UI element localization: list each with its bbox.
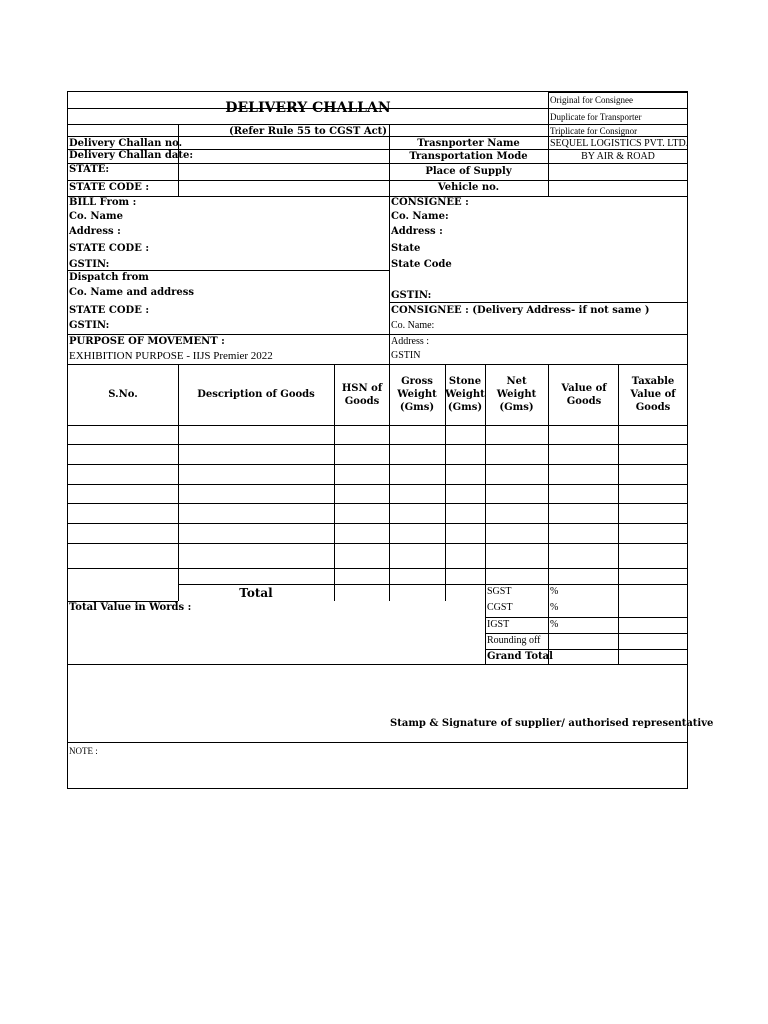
mode-value: BY AIR & ROAD — [581, 151, 655, 162]
divider — [68, 334, 688, 335]
header-net-weight: Net Weight (Gms) — [496, 376, 537, 413]
divider — [389, 302, 688, 303]
cgst-percent: % — [550, 602, 559, 613]
cgst-label: CGST — [487, 602, 513, 613]
note-label: NOTE : — [69, 746, 98, 756]
header-value: Value of Goods — [561, 382, 607, 407]
copy-duplicate: Duplicate for Transporter — [550, 112, 642, 122]
consignee-delivery-heading: CONSIGNEE : (Delivery Address- if not same ) — [391, 305, 650, 316]
divider — [178, 584, 688, 585]
consignee-heading: CONSIGNEE : — [391, 197, 469, 208]
header-hsn: HSN of Goods — [341, 382, 383, 407]
dispatch-heading: Dispatch from — [69, 272, 149, 283]
divider — [68, 664, 688, 665]
header-sno: S.No. — [108, 389, 138, 400]
delivery-challan-form — [67, 91, 714, 789]
bill-from-address: Address : — [69, 226, 121, 237]
divider — [68, 568, 688, 569]
divider — [68, 503, 688, 504]
dispatch-state-code: STATE CODE : — [69, 305, 150, 316]
divider — [68, 425, 688, 426]
divider — [68, 464, 688, 465]
divider — [68, 180, 688, 181]
divider — [68, 270, 389, 271]
sgst-label: SGST — [487, 586, 512, 597]
challan-no-label: Delivery Challan no. — [69, 138, 183, 149]
divider — [485, 633, 688, 634]
sgst-percent: % — [550, 586, 559, 597]
igst-percent: % — [550, 619, 559, 630]
page-title: DELIVERY CHALLAN — [225, 100, 391, 116]
consignee-state-code: State Code — [391, 259, 452, 270]
consignee-delivery-gstin: GSTIN — [391, 350, 421, 361]
dispatch-gstin: GSTIN: — [69, 320, 110, 331]
divider — [618, 364, 619, 664]
divider — [68, 196, 688, 197]
mode-label: Transportation Mode — [409, 151, 528, 162]
bill-from-co-name: Co. Name — [69, 211, 123, 222]
divider — [68, 484, 688, 485]
header-stone-weight: Stone Weight (Gms) — [445, 376, 485, 413]
consignee-co-name: Co. Name: — [391, 211, 449, 222]
purpose-heading: PURPOSE OF MOVEMENT : — [69, 336, 225, 347]
consignee-state: State — [391, 243, 421, 254]
state-code-label: STATE CODE : — [69, 182, 150, 193]
transporter-label: Trasnporter Name — [417, 138, 520, 149]
grand-total-label: Grand Total — [487, 651, 553, 662]
copy-triplicate: Triplicate for Consignor — [550, 126, 638, 136]
bill-from-gstin: GSTIN: — [69, 259, 110, 270]
divider — [68, 543, 688, 544]
copy-original: Original for Consignee — [550, 95, 633, 105]
bill-from-heading: BILL From : — [69, 197, 137, 208]
divider — [68, 523, 688, 524]
consignee-delivery-co-name: Co. Name: — [391, 320, 435, 331]
header-gross-weight: Gross Weight (Gms) — [397, 376, 437, 413]
divider — [68, 444, 688, 445]
total-value-words-label: Total Value in Words : — [69, 602, 192, 613]
divider — [548, 92, 688, 93]
divider — [389, 364, 390, 601]
divider — [548, 92, 549, 124]
total-label: Total — [239, 586, 273, 600]
divider — [485, 649, 688, 650]
vehicle-label: Vehicle no. — [437, 182, 500, 193]
consignee-gstin: GSTIN: — [391, 290, 432, 301]
divider — [548, 364, 549, 664]
purpose-value: EXHIBITION PURPOSE - IIJS Premier 2022 — [69, 350, 273, 362]
divider — [334, 364, 335, 601]
subtitle: (Refer Rule 55 to CGST Act) — [228, 126, 388, 137]
state-label: STATE: — [69, 164, 110, 175]
divider — [68, 742, 688, 743]
divider — [68, 163, 688, 164]
igst-label: IGST — [487, 619, 510, 630]
bill-from-state-code: STATE CODE : — [69, 243, 150, 254]
rounding-label: Rounding off — [487, 635, 541, 646]
consignee-address: Address : — [391, 226, 443, 237]
challan-date-label: Delivery Challan date: — [69, 150, 194, 161]
supply-label: Place of Supply — [425, 166, 512, 177]
header-description: Description of Goods — [197, 389, 315, 400]
consignee-delivery-address: Address : — [391, 336, 430, 347]
signature-label: Stamp & Signature of supplier/ authorised representative — [390, 718, 714, 729]
divider — [485, 617, 688, 618]
dispatch-co-name: Co. Name and address — [69, 287, 195, 298]
transporter-value: SEQUEL LOGISTICS PVT. LTD. — [550, 138, 689, 149]
header-taxable-value: Taxable Value of Goods — [630, 376, 676, 413]
